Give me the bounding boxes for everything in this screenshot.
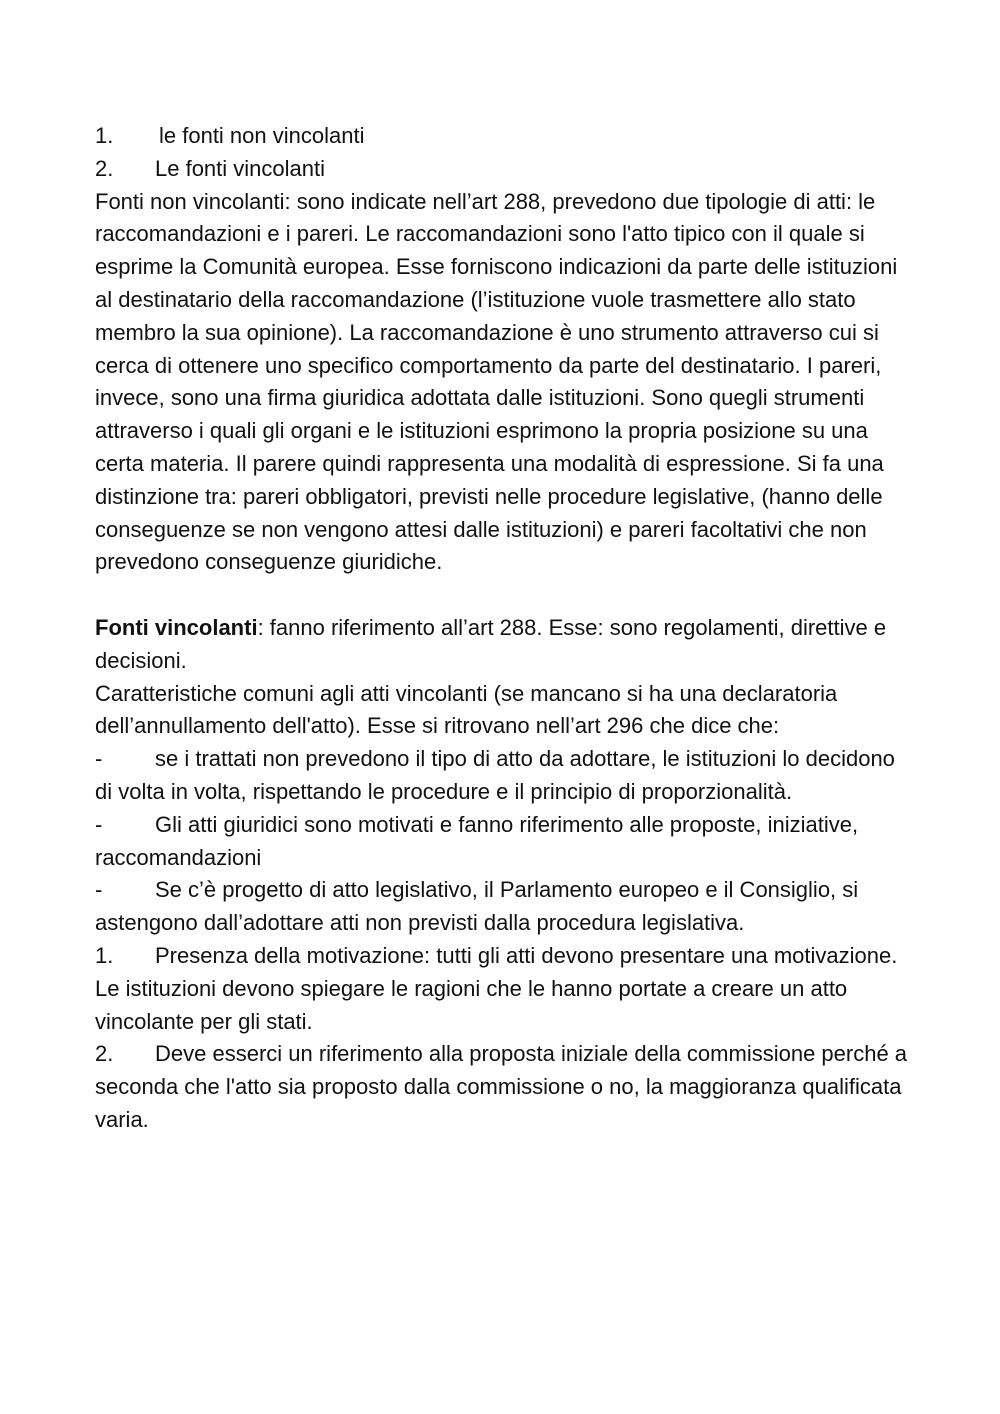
list-number: 1. bbox=[95, 942, 114, 968]
dash-bullet: - bbox=[95, 877, 103, 903]
list-number: 2. bbox=[95, 1041, 114, 1067]
list-item-text: Deve esserci un riferimento alla proposta iniziale della commissione perché a seconda che l'atto sia proposto dalla commissione o no, la maggioranza qualificata varia. bbox=[95, 1041, 908, 1132]
dash-item-text: Gli atti giuridici sono motivati e fanno riferimento alle proposte, iniziative, raccomandazioni bbox=[95, 811, 859, 870]
list-number: 2. bbox=[95, 155, 114, 181]
list-item-text: le fonti non vincolanti bbox=[159, 123, 365, 148]
dash-list-item bbox=[95, 874, 910, 940]
list-item-text: Presenza della motivazione: tutti gli atti devono presentare una motivazione. Le istituzioni devono spiegare le ragioni che le hanno portate a creare un atto vincolante per gli stati. bbox=[95, 942, 898, 1034]
list-item bbox=[95, 153, 910, 186]
list-item bbox=[95, 120, 910, 153]
list-item-text: Le fonti vincolanti bbox=[155, 155, 325, 181]
bold-heading: Fonti vincolanti bbox=[95, 614, 258, 640]
dash-list-item bbox=[95, 743, 910, 809]
paragraph: Fonti non vincolanti: sono indicate nell’art 288, prevedono due tipologie di atti: le raccomandazioni e i pareri. Le raccomandazioni sono l'atto tipico con il quale si esprime la Comunità europea. Esse forniscono indicazioni da parte delle istituzioni al destinatario della raccomandazione (l’istituzione vuole trasmettere allo stato membro la sua opinione). La raccomandazione è uno strumento attraverso cui si cerca di ottenere uno specifico comportamento da parte del destinatario. I pareri, invece, sono una firma giuridica adottata dalle istituzioni. Sono quegli strumenti attraverso i quali gli organi e le istituzioni esprimono la propria posizione su una certa materia. Il parere quindi rappresenta una modalità di espressione. Si fa una distinzione tra: pareri obbligatori, previsti nelle procedure legislative, (hanno delle conseguenze se non vengono attesi dalle istituzioni) e pareri facoltativi che non prevedono conseguenze giuridiche. bbox=[95, 188, 898, 575]
dash-list-item bbox=[95, 809, 910, 875]
document-page bbox=[95, 120, 910, 1137]
paragraph-text: : fanno riferimento all’art 288. Esse: sono regolamenti, direttive e decisioni. bbox=[95, 614, 887, 673]
dash-item-text: Se c’è progetto di atto legislativo, il Parlamento europeo e il Consiglio, si astengono dall’adottare atti non previsti dalla procedura legislativa. bbox=[95, 877, 859, 936]
dash-item-text: se i trattati non prevedono il tipo di atto da adottare, le istituzioni lo decidono di volta in volta, rispettando le procedure e il principio di proporzionalità. bbox=[95, 746, 895, 804]
paragraph: Caratteristiche comuni agli atti vincolanti (se mancano si ha una declaratoria dell’annullamento dell'atto). Esse si ritrovano nell’art 296 che dice che: bbox=[95, 680, 838, 739]
list-item bbox=[95, 940, 910, 1038]
list-number: 1. bbox=[95, 123, 114, 148]
dash-bullet: - bbox=[95, 811, 103, 837]
dash-bullet: - bbox=[95, 746, 103, 772]
paragraph bbox=[95, 612, 910, 678]
list-item bbox=[95, 1038, 910, 1136]
blank-line bbox=[95, 579, 910, 612]
